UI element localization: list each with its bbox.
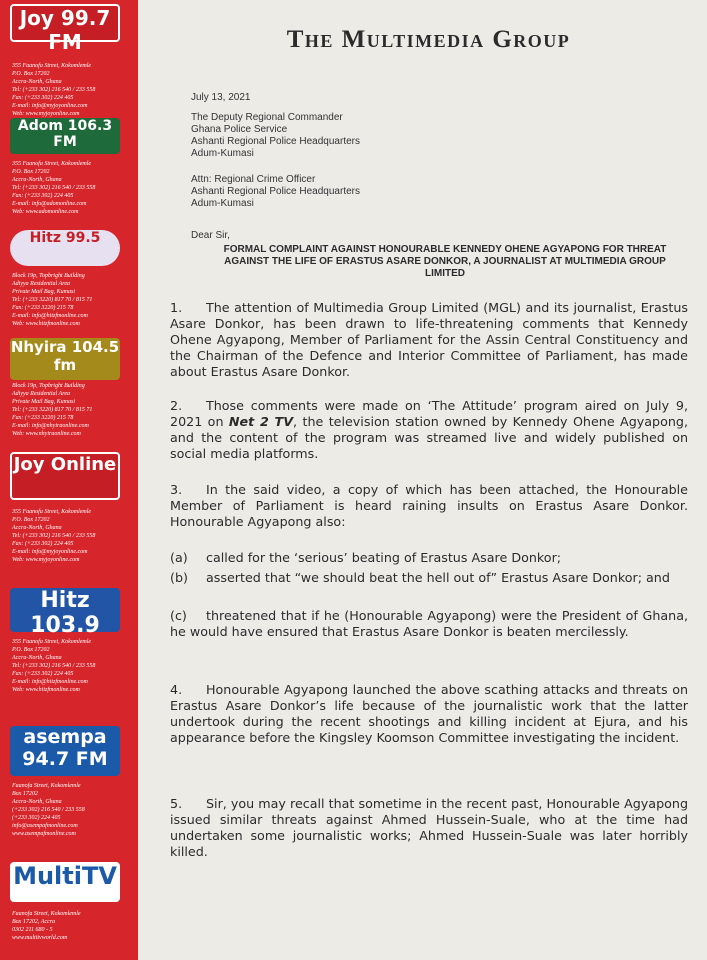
- sub-item-marker: (a): [170, 550, 188, 565]
- asempa-fm-logo: asempa 94.7 FM: [10, 726, 120, 776]
- sub-item-marker: (c): [170, 608, 187, 623]
- paragraph-2: [170, 398, 688, 462]
- subject-line: FORMAL COMPLAINT AGAINST HONOURABLE KENNEDY OHENE AGYAPONG FOR THREAT AGAINST THE LIFE OF ERASTUS ASARE DONKOR, A JOURNALIST AT MULTIMEDIA GROUP LIMITED: [223, 244, 667, 279]
- paragraph-text: The attention of Multimedia Group Limited (MGL) and its journalist, Erastus Asare Donkor, has been drawn to life-threatening comments that Kennedy Ohene Agyapong, Member of Parliament for the Assin Central Constituency and the Chairman of the Defence and Interior Committee of Parliament, has made about Erastus Asare Donkor.: [170, 300, 688, 379]
- paragraph-number: 5.: [170, 796, 183, 811]
- joy-online-address: 355 Faanofa Street, Kokomlemle P.O. Box 17202 Accra-North, Ghana Tel: (+233 302) 216 540 / 233 558 Fax: (+233 302) 224 405 E-mail: info@myjoyonline.com Web: www.myjoyonline.com: [12, 509, 96, 563]
- paragraph-text: Sir, you may recall that sometime in the recent past, Honourable Agyapong issued similar threats against Ahmed Hussein-Suale, who at the time had undertaken some journalistic works; Ahmed Hussein-Suale was later horribly killed.: [170, 796, 688, 859]
- hitz-fm-address: 355 Faanofa Street, Kokomlemle P.O. Box 17202 Accra-North, Ghana Tel: (+233 302) 216 540 / 233 558 Fax: (+233 302) 224 405 E-mail: info@hitzfmonline.com Web: www.hitzfmonline.com: [12, 639, 96, 693]
- sub-item-text: asserted that “we should beat the hell out of” Erastus Asare Donkor; and: [206, 570, 670, 585]
- joy-fm-logo: Joy 99.7 FM: [10, 4, 120, 42]
- letterhead-title: The Multimedia Group: [286, 26, 571, 53]
- brand-sidebar: [0, 0, 138, 960]
- nhyira-fm-address: Block 19p, Topbright Building Adiyya Residential Area Private Mail Bag, Kumasi Tel: (+233 3220) 817 70 / 815 71 Fax: (+233 3220) 215 78 E-mail: info@nhyiraonline.com Web: www.nhyiraonline.com: [12, 383, 93, 437]
- letter-date: July 13, 2021: [191, 92, 251, 103]
- paragraph-3: [170, 482, 688, 530]
- adom-fm-address: 355 Faanofa Street, Kokomlemle P.O. Box 17202 Accra-North, Ghana Tel: (+233 302) 216 540 / 233 558 Fax: (+233 302) 224 405 E-mail: info@adomonline.com Web: www.adomonline.com: [12, 161, 96, 215]
- adom-fm-logo: Adom 106.3 FM: [10, 118, 120, 154]
- paragraph-text: , the television station owned by Kennedy Ohene Agyapong, and the content of the program was streamed live and widely published on social media platforms.: [170, 414, 688, 461]
- paragraph-number: 1.: [170, 300, 183, 315]
- sub-item-text: threatened that if he (Honourable Agyapong) were the President of Ghana, he would have ensured that Erastus Asare Donkor is beaten mercilessly.: [170, 608, 688, 639]
- paragraph-1: [170, 300, 688, 380]
- hitz-fm-logo: Hitz 103.9: [10, 588, 120, 632]
- multitv-address: Faanofa Street, Kokomlemle Box 17202, Accra 0302 211 680 - 5 www.multitvworld.com: [12, 911, 81, 941]
- hitz-kumasi-address: Block 19p, Topbright Building Adiyya Residential Area Private Mail Bag, Kumasi Tel: (+233 3220) 817 70 / 815 71 Fax: (+233 3220) 215 78 E-mail: info@hitzfmonline.com Web: www.hitzfmonline.com: [12, 273, 93, 327]
- paragraph-5: [170, 796, 688, 860]
- joy-online-logo: Joy Online: [10, 452, 120, 500]
- hitz-kumasi-logo: Hitz 99.5: [10, 230, 120, 266]
- sub-item-text: called for the ‘serious’ beating of Erastus Asare Donkor;: [206, 550, 562, 565]
- paragraph-text: Those comments were made on ‘The Attitude’ program aired on July 9, 2021 on: [170, 398, 688, 429]
- nhyira-fm-logo: Nhyira 104.5 fm: [10, 338, 120, 380]
- paragraph-text: In the said video, a copy of which has been attached, the Honourable Member of Parliament is heard raining insults on Erastus Asare Donkor. Honourable Agyapong also:: [170, 482, 688, 529]
- paragraph-4: [170, 682, 688, 746]
- paragraph-number: 4.: [170, 682, 183, 697]
- sub-item-c: [170, 608, 688, 640]
- sub-item-marker: (b): [170, 570, 188, 585]
- sub-item-a: [170, 550, 688, 566]
- addressee-block: The Deputy Regional Commander Ghana Police Service Ashanti Regional Police Headquarters Adum-Kumasi: [191, 112, 360, 159]
- sub-item-b: [170, 570, 688, 586]
- attention-block: Attn: Regional Crime Officer Ashanti Regional Police Headquarters Adum-Kumasi: [191, 174, 360, 209]
- paragraph-number: 2.: [170, 398, 183, 413]
- asempa-fm-address: Faanofa Street, Kokomlemle Box 17202 Accra-North, Ghana (+233 302) 216 540 / 233 558 (+233 302) 224 405 info@asempafmonline.com www.asempafmonline.com: [12, 783, 85, 837]
- tv-station-name: Net 2 TV: [228, 414, 294, 429]
- joy-fm-address: 355 Faanofa Street, Kokomlemle P.O. Box 17202 Accra-North, Ghana Tel: (+233 302) 216 540 / 233 558 Fax: (+233 302) 224 405 E-mail: info@myjoyonline.com Web: www.myjoyonline.com: [12, 63, 96, 117]
- salutation: Dear Sir,: [191, 230, 230, 241]
- multitv-logo: MultiTV: [10, 862, 120, 902]
- paragraph-number: 3.: [170, 482, 183, 497]
- paragraph-text: Honourable Agyapong launched the above scathing attacks and threats on Erastus Asare Donkor’s life because of the journalistic work that the latter undertook during the recent shootings and killing incident at Ejura, and his appearance before the Kingsley Koomson Committee investigating the incident.: [170, 682, 688, 745]
